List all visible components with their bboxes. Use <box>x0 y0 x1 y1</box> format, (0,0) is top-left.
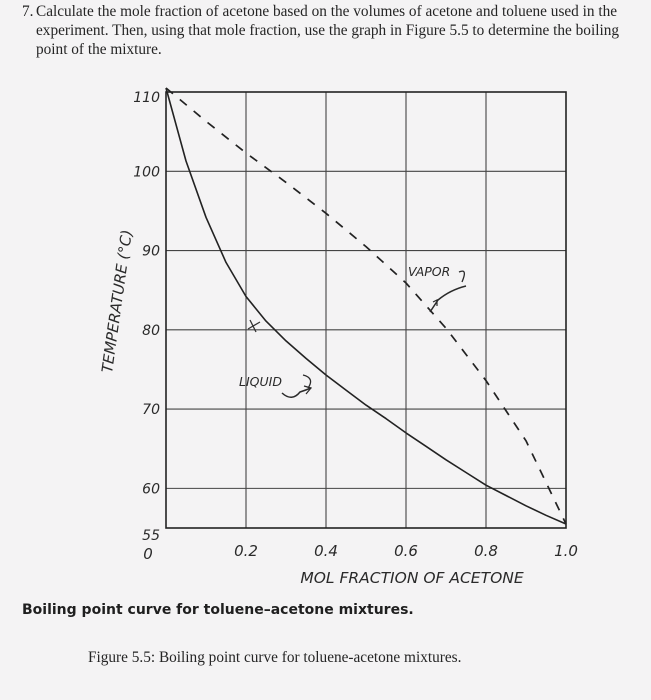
x-tick-label: 0.6 <box>394 542 418 560</box>
question-number: 7. <box>22 3 34 20</box>
figure-caption: Figure 5.5: Boiling point curve for toluene-acetone mixtures. <box>88 649 462 666</box>
liquid-series-label: LIQUID <box>239 374 282 389</box>
chart-title: Boiling point curve for toluene–acetone mixtures. <box>22 602 414 618</box>
y-tick-label: 60 <box>142 481 160 498</box>
series-layer <box>166 88 566 524</box>
y-tick-label: 55 <box>142 528 160 544</box>
x-tick-label: 1.0 <box>554 542 578 560</box>
vapor-pointer-arrow <box>430 286 466 312</box>
y-tick-label: 70 <box>142 402 160 419</box>
vapor-curve <box>166 88 566 524</box>
x-tick-label: 0.4 <box>314 542 338 560</box>
question-body: Calculate the mole fraction of acetone based on the volumes of acetone and toluene used in the experiment. Then, using that mole fraction, use the graph in Figure 5.5 to determine the boiling point of the mixture. <box>36 3 619 58</box>
y-tick-label: 100 <box>133 164 160 181</box>
y-tick-label: 110 <box>133 90 160 106</box>
x-tick-label: 0.2 <box>234 542 258 560</box>
x-tick-label: 0.8 <box>474 542 498 560</box>
chart-grid <box>166 92 566 528</box>
y-tick-label: 90 <box>142 243 160 260</box>
liquid-curve <box>166 88 566 524</box>
plot-frame <box>166 92 566 528</box>
tick-labels <box>133 90 578 563</box>
vapor-label-bracket <box>459 271 464 282</box>
x-axis-label: MOL FRACTION OF ACETONE <box>300 569 524 587</box>
y-tick-label: 80 <box>142 322 160 339</box>
vapor-series-label: VAPOR <box>408 264 451 279</box>
y-axis-label: TEMPERATURE (°C) <box>98 228 136 374</box>
x-tick-label: 0 <box>143 545 153 563</box>
